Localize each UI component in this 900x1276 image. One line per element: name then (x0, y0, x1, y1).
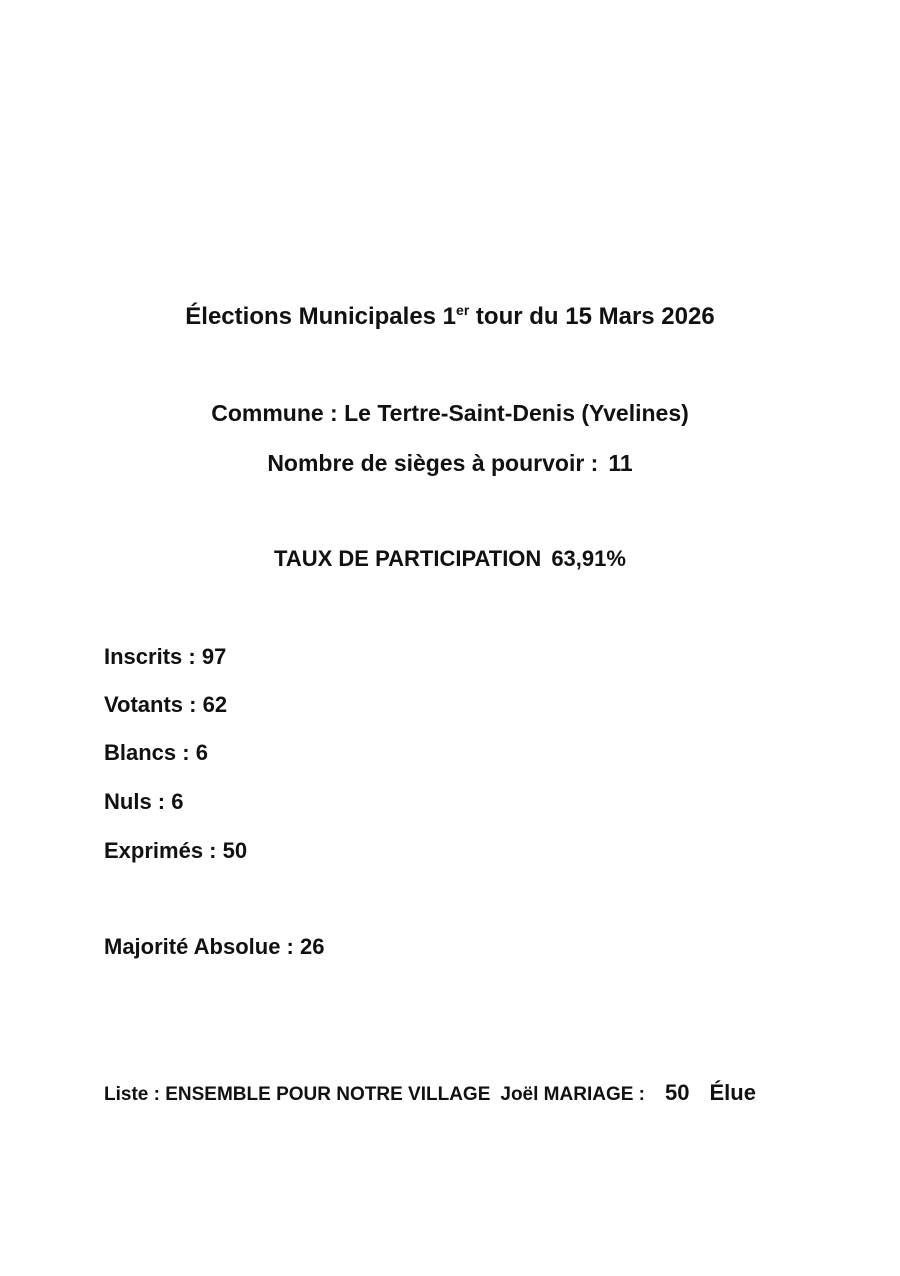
candidate-votes: 50 (665, 1080, 690, 1105)
commune-line: Commune : Le Tertre-Saint-Denis (Yvelines) (211, 400, 689, 426)
page-title (0, 302, 900, 330)
majority-line (104, 936, 324, 958)
stat-nuls (104, 791, 184, 813)
result-status: Élue (709, 1080, 756, 1105)
stat-inscrits (104, 646, 226, 668)
stat-votants (104, 694, 227, 716)
majority-value: 26 (300, 934, 325, 959)
stat-label: Blancs : (104, 740, 190, 765)
title-superscript: er (456, 302, 470, 318)
seats-value: 11 (608, 450, 633, 476)
result-line (104, 1082, 756, 1104)
title-part-1: Élections Municipales 1 (185, 303, 457, 330)
candidate-name: Joël MARIAGE : (500, 1084, 645, 1105)
stat-label: Votants : (104, 692, 197, 717)
stat-label: Inscrits : (104, 644, 196, 669)
stat-label: Nuls : (104, 789, 166, 814)
stat-value: 97 (201, 644, 227, 669)
participation-value: 63,91% (551, 546, 626, 571)
title-part-2: tour du 15 Mars 2026 (469, 303, 715, 330)
seats-line (0, 452, 900, 475)
majority-label: Majorité Absolue : (104, 934, 294, 959)
stat-value: 6 (171, 789, 184, 814)
stat-value: 62 (202, 692, 228, 717)
seats-label: Nombre de sièges à pourvoir : (267, 450, 599, 476)
list-label: Liste : ENSEMBLE POUR NOTRE VILLAGE (104, 1084, 491, 1105)
stat-value: 50 (222, 838, 248, 863)
stat-exprimes (104, 840, 247, 862)
stat-label: Exprimés : (104, 838, 217, 863)
stat-blancs (104, 742, 208, 764)
stat-value: 6 (195, 740, 208, 765)
participation-label: TAUX DE PARTICIPATION (274, 546, 542, 571)
participation-line (0, 548, 900, 570)
